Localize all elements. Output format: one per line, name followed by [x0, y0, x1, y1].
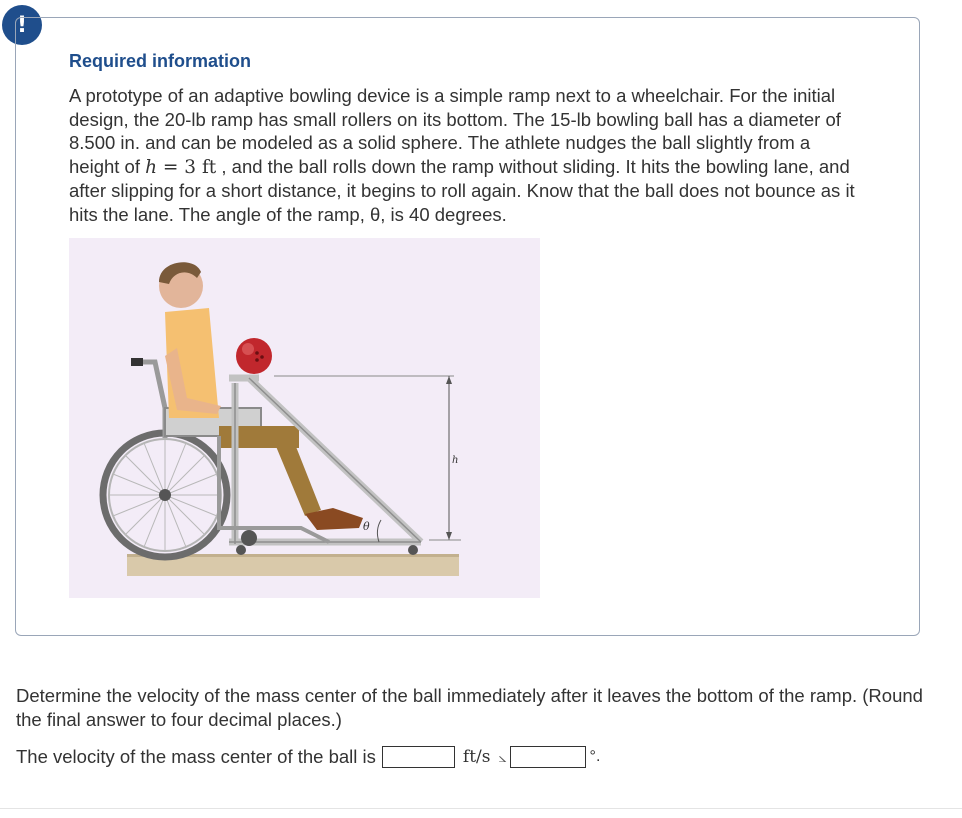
answer-prefix: The velocity of the mass center of the ball is: [16, 746, 376, 767]
bowling-ball: [236, 338, 272, 374]
degree-symbol: °.: [589, 748, 601, 765]
label-theta: θ: [363, 520, 370, 533]
info-text: [69, 84, 859, 227]
ramp-roller: [408, 545, 418, 555]
wheelchair-ramp-figure: [69, 238, 540, 598]
bottom-divider: [0, 808, 962, 809]
info-title: Required information: [69, 51, 252, 71]
velocity-angle-input[interactable]: [510, 746, 586, 768]
info-text-part1: A prototype of an adaptive bowling device is a simple ramp next to a wheelchair. For the initial design, the 20-lb ramp has small rollers on its bottom. The 15-lb bowling ball has a diameter of 8.500 in. and can be modeled as a solid sphere. The athlete nudges the ball slightly from a height of: [69, 85, 841, 177]
angle-icon: ⦣: [498, 748, 507, 765]
velocity-magnitude-input[interactable]: [382, 746, 455, 768]
label-h: h: [452, 455, 459, 466]
answer-line: [16, 743, 600, 771]
alert-glyph: !: [16, 12, 28, 38]
unit-label: ft/s: [462, 747, 491, 767]
question-text: Determine the velocity of the mass center of the ball immediately after it leaves the bottom of the ramp. (Round the final answer to four decimal places.): [16, 685, 923, 730]
math-eq: = 3 ft: [157, 156, 217, 178]
info-text-part2: , and the ball rolls down the ramp without sliding. It hits the bowling lane, and after slipping for a short distance, it begins to roll again. Know that the ball does not bounce as it hits the lane. The angle of the ramp, θ, is 40 degrees.: [69, 155, 855, 225]
math-h: h: [145, 156, 158, 178]
